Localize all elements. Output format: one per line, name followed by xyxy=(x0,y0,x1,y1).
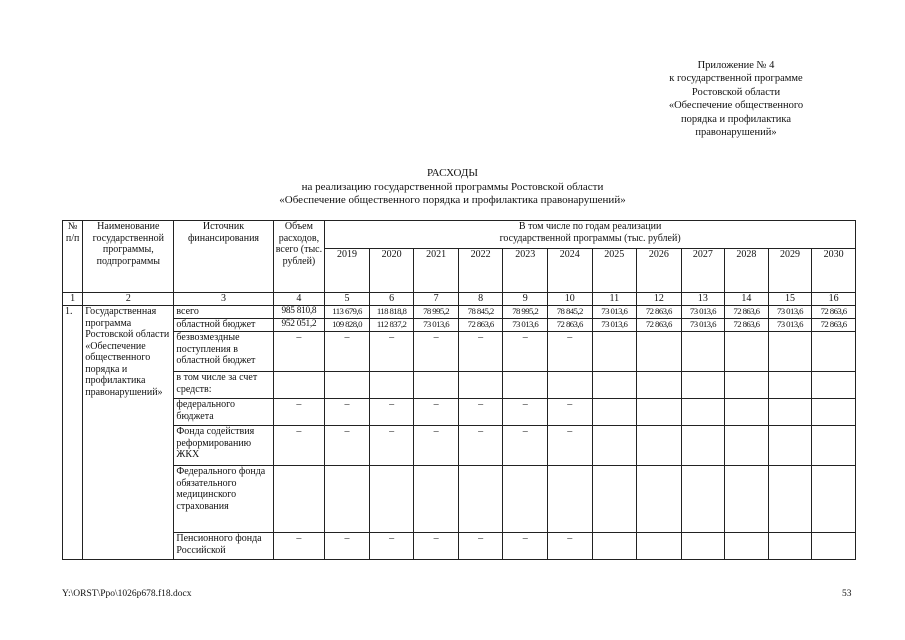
value-cell: – xyxy=(325,332,370,372)
total-cell: 952 051,2 xyxy=(273,319,325,332)
footer-file-path: Y:\ORST\Ppo\1026p678.f18.docx xyxy=(62,589,192,599)
index-cell: 2 xyxy=(83,293,174,306)
value-cell xyxy=(637,533,682,560)
index-cell: 5 xyxy=(325,293,370,306)
value-cell xyxy=(681,426,725,466)
value-cell xyxy=(681,533,725,560)
appendix-line: Ростовской области xyxy=(691,86,781,98)
year-header: 2025 xyxy=(592,249,637,293)
year-header: 2028 xyxy=(725,249,769,293)
value-cell xyxy=(503,372,548,399)
years-caption-line: государственной программы (тыс. рублей) xyxy=(499,232,681,244)
value-cell: 109 828,0 xyxy=(325,319,370,332)
heading-line: на реализацию государственной программы Ростовской области xyxy=(301,180,604,193)
value-cell xyxy=(768,466,812,533)
value-cell: 78 845,2 xyxy=(458,306,503,319)
value-cell xyxy=(458,372,503,399)
value-cell xyxy=(592,466,637,533)
appendix-line: «Обеспечение общественного xyxy=(668,100,804,112)
source-cell: Фонда содействия реформированию ЖКХ xyxy=(174,426,273,466)
value-cell: – xyxy=(503,332,548,372)
value-cell xyxy=(812,332,856,372)
table-row xyxy=(63,372,856,399)
source-cell: федерального бюджета xyxy=(174,399,273,426)
total-cell: – xyxy=(273,399,325,426)
value-cell: – xyxy=(458,533,503,560)
index-row xyxy=(63,293,856,306)
source-cell: безвозмездные поступления в областной бюджет xyxy=(174,332,273,372)
index-cell: 13 xyxy=(681,293,725,306)
source-cell: Федерального фонда обязательного медицинского страхования xyxy=(174,466,273,533)
value-cell: – xyxy=(458,426,503,466)
source-cell: всего xyxy=(174,306,273,319)
index-cell: 9 xyxy=(503,293,548,306)
value-cell: – xyxy=(325,533,370,560)
table-row xyxy=(63,306,856,319)
heading-line: «Обеспечение общественного порядка и профилактика правонарушений» xyxy=(279,194,626,206)
value-cell: 72 863,6 xyxy=(547,319,592,332)
value-cell: – xyxy=(547,399,592,426)
header-total: Объем расходов, всего (тыс. рублей) xyxy=(273,221,325,293)
value-cell xyxy=(547,466,592,533)
value-cell xyxy=(768,533,812,560)
value-cell: 73 013,6 xyxy=(768,319,812,332)
value-cell: 72 863,6 xyxy=(637,306,682,319)
value-cell: – xyxy=(325,426,370,466)
header-source: Источник финансирования xyxy=(174,221,273,293)
total-cell xyxy=(273,372,325,399)
value-cell: 73 013,6 xyxy=(503,319,548,332)
value-cell xyxy=(725,372,769,399)
appendix-line: к государственной программе xyxy=(669,73,803,85)
years-caption-line: В том числе по годам реализации xyxy=(518,221,662,232)
index-cell: 10 xyxy=(547,293,592,306)
header-name: Наименование государственной программы, подпрограммы xyxy=(83,221,174,293)
value-cell: 73 013,6 xyxy=(681,319,725,332)
value-cell xyxy=(592,533,637,560)
value-cell: 78 995,2 xyxy=(414,306,459,319)
value-cell: 73 013,6 xyxy=(768,306,812,319)
document-heading xyxy=(180,167,725,208)
value-cell xyxy=(637,372,682,399)
value-cell: 72 863,6 xyxy=(812,319,856,332)
value-cell xyxy=(768,332,812,372)
index-cell: 11 xyxy=(592,293,637,306)
index-cell: 6 xyxy=(369,293,414,306)
value-cell: 72 863,6 xyxy=(725,306,769,319)
year-header: 2027 xyxy=(681,249,725,293)
value-cell: – xyxy=(414,426,459,466)
year-header: 2020 xyxy=(369,249,414,293)
value-cell xyxy=(414,466,459,533)
value-cell: 73 013,6 xyxy=(681,306,725,319)
value-cell: – xyxy=(369,399,414,426)
value-cell xyxy=(768,372,812,399)
table-row xyxy=(63,533,856,560)
value-cell: – xyxy=(503,533,548,560)
value-cell xyxy=(369,466,414,533)
appendix-line: порядка и профилактика xyxy=(681,113,791,125)
value-cell xyxy=(725,466,769,533)
total-cell: – xyxy=(273,533,325,560)
value-cell: 73 013,6 xyxy=(414,319,459,332)
value-cell: 72 863,6 xyxy=(812,306,856,319)
value-cell: – xyxy=(325,399,370,426)
source-cell: в том числе за счет средств: xyxy=(174,372,273,399)
year-header: 2026 xyxy=(637,249,682,293)
index-cell: 16 xyxy=(812,293,856,306)
value-cell: – xyxy=(414,533,459,560)
value-cell xyxy=(592,332,637,372)
value-cell xyxy=(725,426,769,466)
source-cell: областной бюджет xyxy=(174,319,273,332)
table-row xyxy=(63,319,856,332)
value-cell xyxy=(503,466,548,533)
value-cell: – xyxy=(547,426,592,466)
value-cell: – xyxy=(369,533,414,560)
value-cell: – xyxy=(547,332,592,372)
value-cell: – xyxy=(458,399,503,426)
value-cell xyxy=(637,426,682,466)
value-cell: 72 863,6 xyxy=(637,319,682,332)
value-cell xyxy=(812,372,856,399)
value-cell xyxy=(768,426,812,466)
value-cell xyxy=(681,399,725,426)
index-cell: 14 xyxy=(725,293,769,306)
program-name: Государственная программа Ростовской области «Обеспечение общественного порядка и профилактика правонарушений» xyxy=(83,306,174,560)
index-cell: 15 xyxy=(768,293,812,306)
appendix-block xyxy=(600,59,872,139)
source-cell: Пенсионного фонда Российской xyxy=(174,533,273,560)
value-cell: 73 013,6 xyxy=(592,319,637,332)
appendix-line: правонарушений» xyxy=(695,127,777,139)
value-cell xyxy=(637,466,682,533)
year-header: 2029 xyxy=(768,249,812,293)
year-header: 2021 xyxy=(414,249,459,293)
index-cell: 4 xyxy=(273,293,325,306)
value-cell: – xyxy=(414,399,459,426)
value-cell: – xyxy=(547,533,592,560)
value-cell xyxy=(637,332,682,372)
year-header: 2022 xyxy=(458,249,503,293)
value-cell xyxy=(369,372,414,399)
value-cell: 112 837,2 xyxy=(369,319,414,332)
value-cell: 72 863,6 xyxy=(458,319,503,332)
program-num: 1. xyxy=(63,306,83,560)
value-cell xyxy=(812,426,856,466)
total-cell xyxy=(273,466,325,533)
total-cell: – xyxy=(273,426,325,466)
index-cell: 1 xyxy=(63,293,83,306)
value-cell xyxy=(768,399,812,426)
year-header: 2023 xyxy=(503,249,548,293)
value-cell: 118 818,8 xyxy=(369,306,414,319)
value-cell: – xyxy=(369,426,414,466)
value-cell: – xyxy=(414,332,459,372)
value-cell xyxy=(725,533,769,560)
value-cell xyxy=(812,533,856,560)
value-cell xyxy=(637,399,682,426)
value-cell: 113 679,6 xyxy=(325,306,370,319)
year-header: 2019 xyxy=(325,249,370,293)
value-cell: 78 845,2 xyxy=(547,306,592,319)
total-cell: – xyxy=(273,332,325,372)
value-cell xyxy=(725,399,769,426)
index-cell: 3 xyxy=(174,293,273,306)
value-cell xyxy=(325,372,370,399)
total-cell: 985 810,8 xyxy=(273,306,325,319)
appendix-line: Приложение № 4 xyxy=(697,60,775,71)
value-cell: 78 995,2 xyxy=(503,306,548,319)
value-cell xyxy=(812,466,856,533)
index-cell: 7 xyxy=(414,293,459,306)
value-cell: – xyxy=(503,426,548,466)
value-cell xyxy=(681,466,725,533)
index-cell: 12 xyxy=(637,293,682,306)
value-cell xyxy=(414,372,459,399)
value-cell: – xyxy=(458,332,503,372)
table-row xyxy=(63,332,856,372)
value-cell xyxy=(458,466,503,533)
header-years-caption xyxy=(325,221,856,249)
value-cell xyxy=(681,372,725,399)
value-cell xyxy=(547,372,592,399)
year-header: 2030 xyxy=(812,249,856,293)
table-row xyxy=(63,426,856,466)
value-cell: – xyxy=(369,332,414,372)
value-cell xyxy=(325,466,370,533)
value-cell: 72 863,6 xyxy=(725,319,769,332)
header-num: № п/п xyxy=(63,221,83,293)
value-cell: 73 013,6 xyxy=(592,306,637,319)
index-cell: 8 xyxy=(458,293,503,306)
value-cell xyxy=(592,426,637,466)
table-row xyxy=(63,466,856,533)
footer-page-number: 53 xyxy=(842,589,852,599)
value-cell xyxy=(725,332,769,372)
value-cell: – xyxy=(503,399,548,426)
year-header: 2024 xyxy=(547,249,592,293)
expenses-table xyxy=(62,220,856,560)
value-cell xyxy=(592,399,637,426)
table-row xyxy=(63,399,856,426)
value-cell xyxy=(681,332,725,372)
value-cell xyxy=(812,399,856,426)
value-cell xyxy=(592,372,637,399)
heading-title: РАСХОДЫ xyxy=(426,167,479,179)
